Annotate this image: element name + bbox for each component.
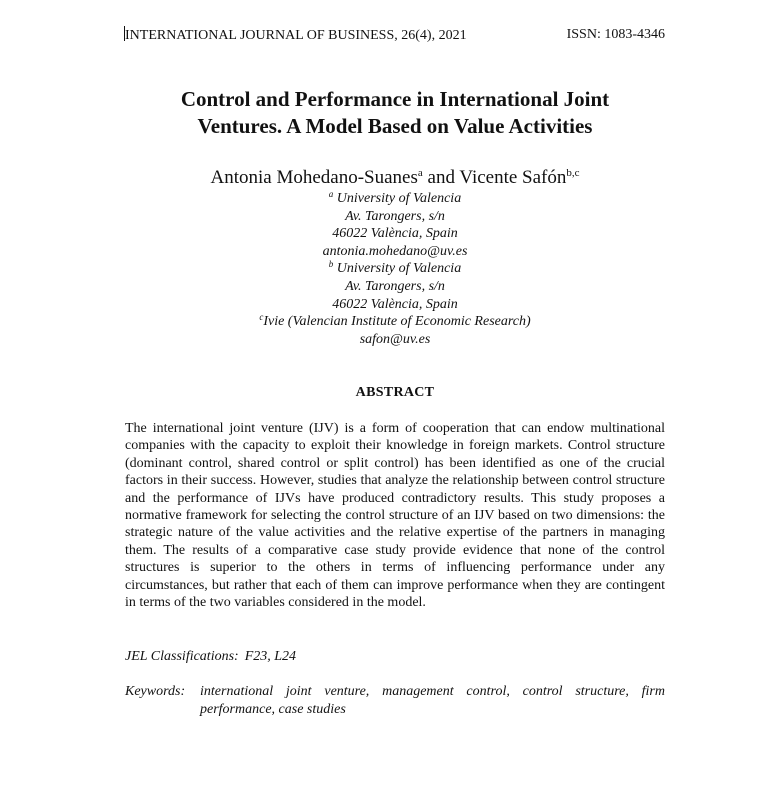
author-connector: and bbox=[422, 167, 460, 188]
issn: ISSN: 1083-4346 bbox=[566, 27, 665, 42]
paper-title bbox=[100, 86, 690, 140]
keywords bbox=[125, 683, 665, 719]
author-line bbox=[90, 166, 700, 190]
author-1-affiliation-mark: a bbox=[417, 167, 423, 179]
affiliation-c-institute: $^c$Ivie (Valencian Institute of Economic Research) bbox=[259, 312, 531, 330]
author-2: Vicente Safón bbox=[459, 167, 567, 188]
journal-citation: INTERNATIONAL JOURNAL OF BUSINESS, 26(4), 2021 bbox=[125, 28, 467, 43]
keywords-text: international joint venture, management control, control structure, firm performance, case studies bbox=[200, 684, 665, 717]
affiliation-a-email: antonia.mohedano@uv.es bbox=[322, 243, 468, 259]
affiliations bbox=[90, 190, 700, 348]
author-1: Antonia Mohedano-Suanes bbox=[210, 167, 418, 188]
title-line-1: Control and Performance in International Joint bbox=[180, 87, 610, 111]
affiliation-c-email: safon@uv.es bbox=[359, 331, 431, 347]
affiliation-a-city: 46022 València, Spain bbox=[332, 226, 458, 242]
affiliation-a-university: $^a$ University of Valencia bbox=[328, 189, 462, 206]
keywords-label: Keywords: bbox=[125, 684, 186, 699]
author-2-affiliation-mark: b,c bbox=[566, 167, 580, 179]
abstract-heading: ABSTRACT bbox=[355, 385, 435, 400]
jel-codes: F23, L24 bbox=[244, 649, 297, 664]
affiliation-b-city: 46022 València, Spain bbox=[332, 296, 458, 312]
title-line-2: Ventures. A Model Based on Value Activities bbox=[197, 114, 593, 138]
affiliation-b-street: Av. Tarongers, s/n bbox=[345, 278, 445, 294]
abstract-text: The international joint venture (IJV) is a form of cooperation that can endow multinational companies with the capacity to exploit their knowledge in foreign markets. Control structure (dominant control, shared control or split control) has been identified as one of the crucial factors in their success. However, studies that analyze the relationship between control structure and the performance of IJVs have produced contradictory results. This study proposes a normative framework for selecting the control structure of an IJV based on two dimensions: the strategic nature of the value activities and the relative expertise of the partners in managing them. The results of a comparative case study provide evidence that none of the control structures is superior to the others in terms of influencing performance under any circumstances, but rather that each of them can improve performance when they are contingent in terms of the two variables considered in the model. bbox=[125, 421, 665, 611]
jel-classifications bbox=[125, 648, 665, 666]
jel-label: JEL Classifications: bbox=[125, 649, 239, 664]
affiliation-b-university: $^b$ University of Valencia bbox=[328, 259, 462, 277]
affiliation-a-street: Av. Tarongers, s/n bbox=[345, 208, 445, 224]
